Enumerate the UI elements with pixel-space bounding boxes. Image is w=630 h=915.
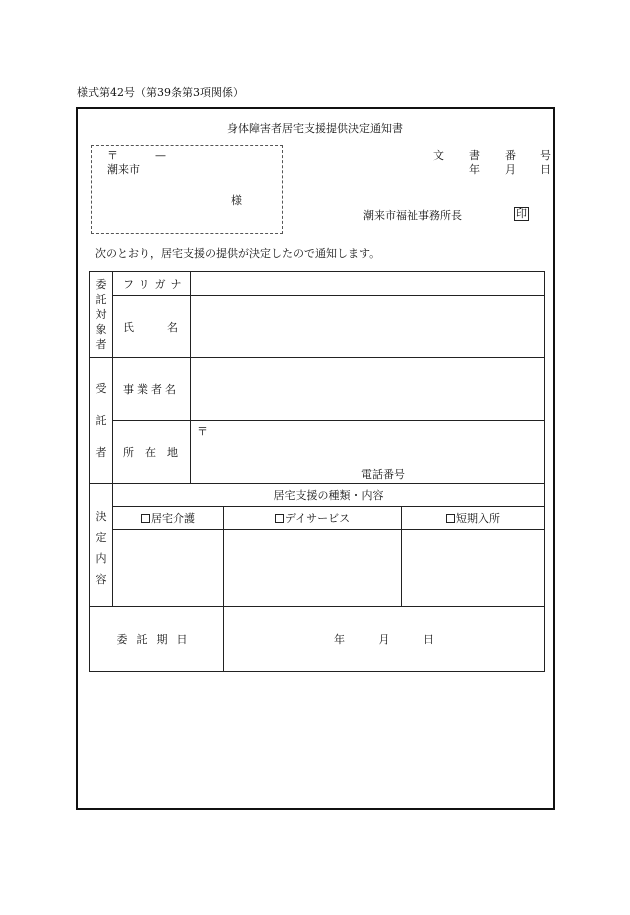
option-day-service-label: デイサービス [284, 512, 351, 525]
name-label: 氏 名 [113, 296, 191, 358]
period-year: 年 [334, 633, 345, 646]
label-char: 内 [95, 552, 107, 565]
decision-section-label [90, 484, 113, 607]
location-label: 所 在 地 [113, 421, 191, 484]
location-value[interactable] [191, 421, 545, 484]
honorific: 様 [231, 194, 242, 207]
entrusted-person-section-label [90, 272, 113, 358]
day-service-content[interactable] [224, 530, 402, 607]
seal-mark [514, 207, 529, 221]
period-label-cell [90, 607, 224, 672]
label-char: 者 [95, 338, 107, 351]
postal-dash: — [155, 149, 166, 162]
option-day-service[interactable] [224, 507, 402, 530]
label-char: 容 [95, 573, 107, 586]
checkbox-day-service[interactable] [275, 514, 284, 523]
seal-text: 印 [516, 207, 527, 220]
option-short-stay-label: 短期入所 [456, 512, 500, 525]
address-box [91, 145, 283, 234]
option-home-care-label: 居宅介護 [151, 512, 195, 525]
furigana-value[interactable] [191, 272, 545, 296]
business-name-value[interactable] [191, 358, 545, 421]
checkbox-short-stay[interactable] [446, 514, 455, 523]
option-short-stay[interactable] [402, 507, 545, 530]
period-month: 月 [378, 633, 390, 646]
issuer: 潮来市福祉事務所長 [363, 209, 462, 222]
label-char: 決 [95, 510, 107, 523]
postal-mark: 〒 [107, 149, 118, 162]
period-label: 委託期日 [116, 633, 197, 646]
checkbox-home-care[interactable] [141, 514, 150, 523]
label-char: 託 [95, 293, 107, 306]
recipient-city: 潮来市 [107, 163, 140, 176]
phone-label: 電話番号 [361, 468, 405, 481]
short-stay-content[interactable] [402, 530, 545, 607]
label-char: 託 [95, 414, 107, 427]
date-year: 年 [469, 163, 480, 176]
location-postal-mark: 〒 [197, 425, 208, 438]
date-month: 月 [505, 163, 516, 176]
form-number: 様式第42号（第39条第3項関係） [77, 86, 244, 99]
option-home-care[interactable] [113, 507, 224, 530]
intro-text: 次のとおり，居宅支援の提供が決定したので通知します。 [95, 247, 381, 260]
doc-number-char-1: 文 [433, 149, 444, 162]
document-title: 身体障害者居宅支援提供決定通知書 [227, 122, 403, 135]
label-char: 受 [95, 382, 107, 395]
date-day: 日 [540, 163, 551, 176]
business-name-label: 事業者名 [113, 358, 191, 421]
label-char: 者 [95, 446, 107, 459]
period-day: 日 [423, 633, 434, 646]
label-char: 定 [95, 531, 107, 544]
label-char: 委 [95, 278, 107, 291]
doc-number-char-3: 番 [505, 149, 516, 162]
doc-number-char-2: 書 [469, 149, 480, 162]
trustee-section-label [90, 358, 113, 484]
furigana-label: フリガナ [113, 272, 191, 296]
home-care-content[interactable] [113, 530, 224, 607]
doc-number-char-4: 号 [540, 149, 551, 162]
name-value[interactable] [191, 296, 545, 358]
label-char: 象 [95, 323, 107, 336]
main-table [89, 271, 545, 672]
period-date[interactable] [224, 607, 545, 672]
decision-header: 居宅支援の種類・内容 [113, 484, 545, 507]
label-char: 対 [95, 308, 107, 321]
